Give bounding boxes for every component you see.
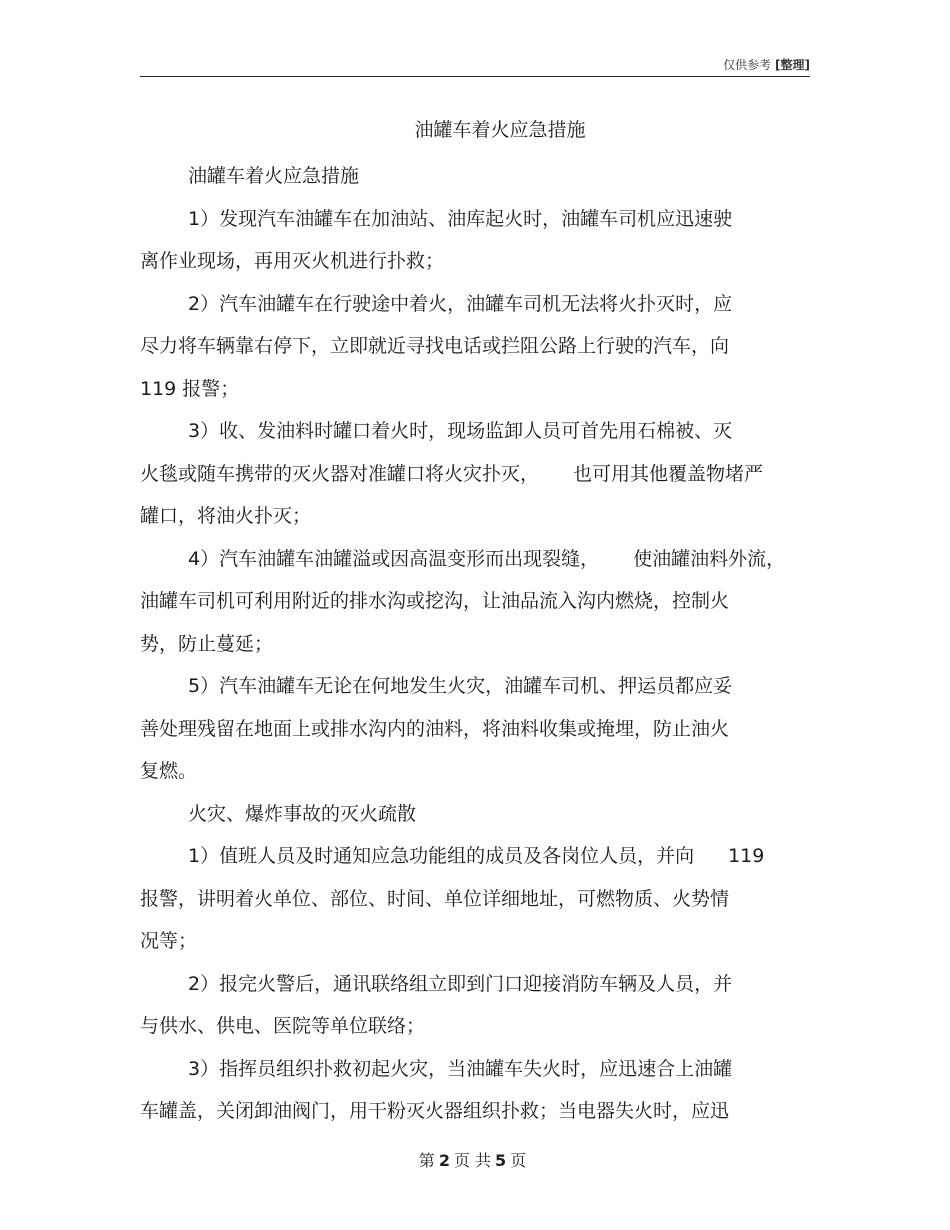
text-line: 尽力将车辆靠右停下，立即就近寻找电话或拦阻公路上行驶的汽车，向	[140, 335, 730, 357]
text-segment: 使油罐油料外流，	[633, 547, 786, 570]
text-segment: 1）值班人员及时通知应急功能组的成员及各岗位人员，并向	[188, 845, 695, 867]
footer-page-number: 2	[438, 1151, 450, 1170]
footer-prefix: 第	[418, 1151, 435, 1170]
footer-suffix: 页	[510, 1151, 527, 1170]
text-line: 离作业现场，再用灭火机进行扑救；	[140, 250, 445, 272]
text-line: 2）汽车油罐车在行驶途中着火，油罐车司机无法将火扑灭时，应	[188, 292, 733, 315]
paragraph	[140, 198, 810, 283]
text-line: 5）汽车油罐车无论在何地发生火灾，油罐车司机、押运员都应妥	[188, 675, 733, 697]
text-line: 3）收、发油料时罐口着火时，现场监卸人员可首先用石棉被、灭	[188, 420, 733, 442]
document-title: 油罐车着火应急措施	[414, 119, 586, 141]
text-line: 油罐车司机可利用附近的排水沟或挖沟，让油品流入沟内燃烧，控制火	[140, 590, 730, 612]
paragraph	[140, 1048, 810, 1133]
text-line: 复燃。	[140, 760, 198, 782]
text-line: 119 报警；	[140, 377, 240, 400]
section-heading	[140, 155, 810, 198]
section-heading	[140, 793, 810, 836]
paragraph	[140, 538, 810, 666]
text-line	[140, 538, 810, 581]
text-line: 2）报完火警后，通讯联络组立即到门口迎接消防车辆及人员，并	[188, 972, 733, 995]
paragraph	[140, 835, 810, 963]
text-line	[140, 835, 810, 878]
header-rule	[140, 76, 810, 77]
paragraph	[140, 665, 810, 793]
paragraph	[140, 963, 810, 1048]
text-line: 火灾、爆炸事故的灭火疏散	[188, 802, 417, 825]
text-line	[140, 453, 810, 496]
text-line: 况等；	[140, 930, 198, 952]
text-segment: 火毯或随车携带的灭火器对准罐口将火灾扑灭，	[140, 462, 540, 485]
text-line: 油罐车着火应急措施	[188, 165, 360, 187]
paragraph	[140, 283, 810, 411]
footer-total-pages: 5	[495, 1151, 507, 1170]
document-body	[140, 155, 810, 1133]
text-segment: 4）汽车油罐车油罐溢或因高温变形而出现裂缝，	[188, 547, 600, 570]
text-line: 3）指挥员组织扑救初起火灾，当油罐车失火时，应迅速合上油罐	[188, 1057, 733, 1080]
text-segment: 也可用其他覆盖物堵严	[573, 462, 764, 485]
text-line: 车罐盖，关闭卸油阀门，用干粉灭火器组织扑救；当电器失火时，应迅	[140, 1100, 730, 1122]
page-footer	[0, 1148, 945, 1171]
text-line: 报警，讲明着火单位、部位、时间、单位详细地址，可燃物质、火势情	[140, 887, 730, 910]
paragraph	[140, 410, 810, 538]
header-note-text: 仅供参考	[723, 58, 772, 72]
text-line: 罐口，将油火扑灭；	[140, 505, 312, 527]
text-line: 与供水、供电、医院等单位联络；	[140, 1015, 426, 1037]
text-segment: 119	[728, 845, 765, 867]
footer-middle: 页 共	[453, 1151, 492, 1170]
header-tag: [整理]	[775, 58, 810, 72]
header-note	[723, 56, 810, 73]
text-line: 1）发现汽车油罐车在加油站、油库起火时，油罐车司机应迅速驶	[188, 207, 733, 230]
text-line: 势，防止蔓延；	[140, 632, 274, 655]
text-line: 善处理残留在地面上或排水沟内的油料，将油料收集或掩埋，防止油火	[140, 717, 730, 740]
